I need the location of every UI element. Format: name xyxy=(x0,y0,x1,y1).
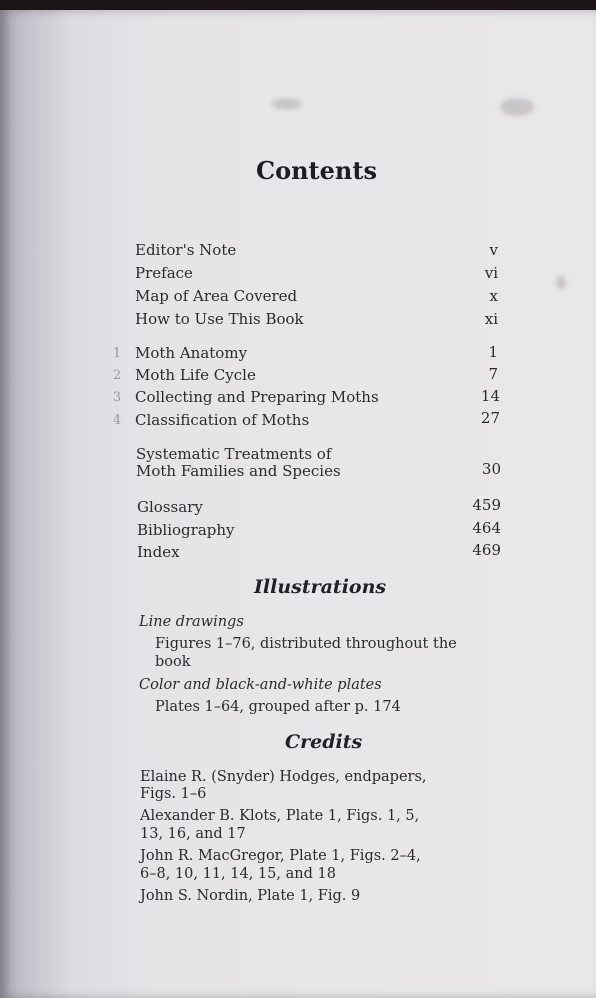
toc-entry-page: x xyxy=(489,287,498,305)
toc-entry-page: 459 xyxy=(472,496,501,514)
toc-entry-page: 30 xyxy=(481,460,501,478)
toc-entry-label: Index xyxy=(137,543,180,561)
chapter-number: 2 xyxy=(112,368,122,383)
credit-entry: 6–8, 10, 11, 14, 15, and 18 xyxy=(140,866,336,882)
toc-entry-label: Bibliography xyxy=(137,521,235,539)
illustrations-title: Illustrations xyxy=(254,576,387,598)
toc-entry-page: 7 xyxy=(488,365,498,383)
toc-entry-label: Preface xyxy=(135,264,193,282)
credit-entry: 13, 16, and 17 xyxy=(140,826,246,842)
toc-entry-label: Glossary xyxy=(137,498,203,516)
paper-stain xyxy=(556,276,566,290)
contents-title: Contents xyxy=(256,156,377,185)
toc-entry-page: 464 xyxy=(472,519,501,537)
line-drawings-text: Figures 1–76, distributed throughout the xyxy=(155,636,457,652)
credit-entry: Elaine R. (Snyder) Hodges, endpapers, xyxy=(140,769,427,785)
toc-entry-label: Moth Anatomy xyxy=(135,344,248,362)
toc-entry-label: Classification of Moths xyxy=(135,411,310,429)
toc-entry-label: Moth Life Cycle xyxy=(135,366,256,384)
toc-entry-page: 1 xyxy=(488,343,498,361)
paper-stain xyxy=(500,98,534,116)
credit-entry: Alexander B. Klots, Plate 1, Figs. 1, 5, xyxy=(140,808,420,824)
toc-entry-page: 14 xyxy=(480,387,500,405)
chapter-number: 3 xyxy=(112,390,122,405)
chapter-number: 4 xyxy=(112,413,122,428)
credit-entry: Figs. 1–6 xyxy=(140,786,207,802)
toc-entry-label: Systematic Treatments of xyxy=(136,445,332,463)
toc-entry-page: v xyxy=(489,241,498,259)
toc-entry-label: Moth Families and Species xyxy=(136,462,341,480)
line-drawings-label: Line drawings xyxy=(139,614,244,630)
toc-entry-page: 27 xyxy=(480,409,500,427)
credit-entry: John R. MacGregor, Plate 1, Figs. 2–4, xyxy=(140,848,421,864)
paper-stain xyxy=(272,98,302,110)
line-drawings-text: book xyxy=(155,654,191,670)
credits-title: Credits xyxy=(285,731,363,753)
toc-entry-label: Editor's Note xyxy=(135,241,237,259)
plates-text: Plates 1–64, grouped after p. 174 xyxy=(155,699,401,715)
toc-entry-label: Collecting and Preparing Moths xyxy=(135,388,379,406)
chapter-number: 1 xyxy=(112,346,122,361)
plates-label: Color and black-and-white plates xyxy=(139,677,382,693)
toc-entry-page: xi xyxy=(484,310,498,328)
credit-entry: John S. Nordin, Plate 1, Fig. 9 xyxy=(140,888,361,904)
toc-entry-page: vi xyxy=(484,264,498,282)
toc-entry-page: 469 xyxy=(472,541,501,559)
toc-entry-label: How to Use This Book xyxy=(135,310,304,328)
toc-entry-label: Map of Area Covered xyxy=(135,287,298,305)
